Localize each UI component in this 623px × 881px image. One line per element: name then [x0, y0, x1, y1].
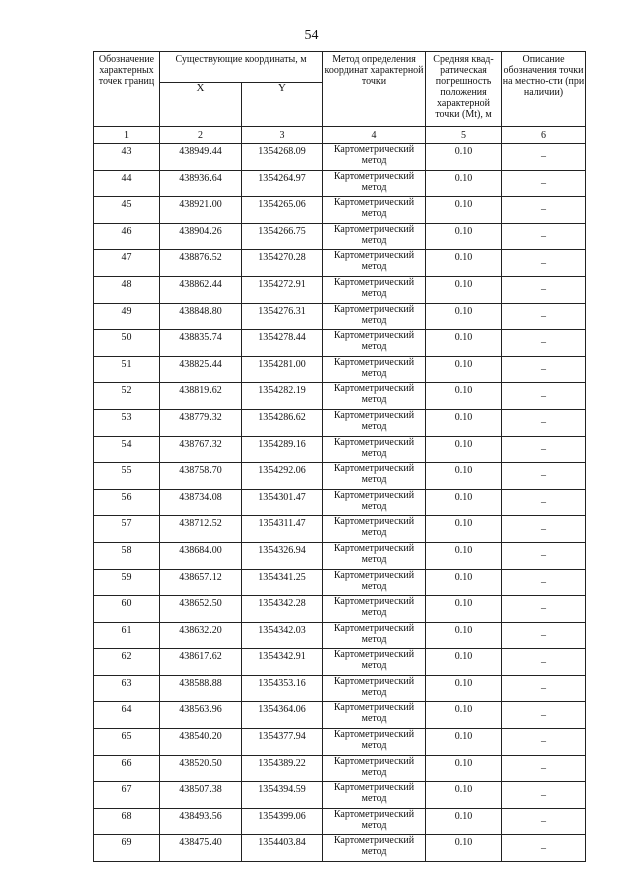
x-coordinate-cell: 438949.44 [160, 144, 242, 171]
table-row [94, 755, 586, 782]
accuracy-cell: 0.10 [426, 436, 502, 463]
y-coordinate-cell: 1354286.62 [242, 409, 323, 436]
accuracy-cell: 0.10 [426, 303, 502, 330]
y-coordinate-cell: 1354399.06 [242, 808, 323, 835]
accuracy-cell: 0.10 [426, 330, 502, 357]
y-coordinate-cell: 1354268.09 [242, 144, 323, 171]
table-row [94, 197, 586, 224]
method-cell: Картометрический метод [323, 197, 426, 224]
boundary-points-table [93, 51, 586, 862]
point-cell: 49 [94, 303, 160, 330]
y-coordinate-cell: 1354342.03 [242, 622, 323, 649]
point-cell: 50 [94, 330, 160, 357]
method-cell: Картометрический метод [323, 649, 426, 676]
description-cell: – [502, 596, 586, 623]
table-row [94, 436, 586, 463]
header-mt: Средняя квад-ратическая погрешность положения характерной точки (Mt), м [426, 52, 502, 127]
method-cell: Картометрический метод [323, 702, 426, 729]
method-cell: Картометрический метод [323, 516, 426, 543]
description-cell: – [502, 489, 586, 516]
x-coordinate-cell: 438712.52 [160, 516, 242, 543]
x-coordinate-cell: 438819.62 [160, 383, 242, 410]
y-coordinate-cell: 1354265.06 [242, 197, 323, 224]
y-coordinate-cell: 1354311.47 [242, 516, 323, 543]
x-coordinate-cell: 438617.62 [160, 649, 242, 676]
y-coordinate-cell: 1354326.94 [242, 542, 323, 569]
method-cell: Картометрический метод [323, 144, 426, 171]
description-cell: – [502, 409, 586, 436]
description-cell: – [502, 649, 586, 676]
point-cell: 45 [94, 197, 160, 224]
table-row [94, 516, 586, 543]
y-coordinate-cell: 1354282.19 [242, 383, 323, 410]
x-coordinate-cell: 438904.26 [160, 223, 242, 250]
table-row [94, 383, 586, 410]
description-cell: – [502, 542, 586, 569]
accuracy-cell: 0.10 [426, 569, 502, 596]
method-cell: Картометрический метод [323, 729, 426, 756]
accuracy-cell: 0.10 [426, 649, 502, 676]
description-cell: – [502, 303, 586, 330]
table-row [94, 463, 586, 490]
y-coordinate-cell: 1354264.97 [242, 170, 323, 197]
x-coordinate-cell: 438921.00 [160, 197, 242, 224]
point-cell: 65 [94, 729, 160, 756]
x-coordinate-cell: 438876.52 [160, 250, 242, 277]
table-row [94, 675, 586, 702]
x-coordinate-cell: 438657.12 [160, 569, 242, 596]
table-row [94, 596, 586, 623]
description-cell: – [502, 383, 586, 410]
table-row [94, 542, 586, 569]
x-coordinate-cell: 438936.64 [160, 170, 242, 197]
method-cell: Картометрический метод [323, 330, 426, 357]
table-row [94, 808, 586, 835]
description-cell: – [502, 755, 586, 782]
header-x: X [160, 83, 242, 127]
point-cell: 64 [94, 702, 160, 729]
x-coordinate-cell: 438520.50 [160, 755, 242, 782]
y-coordinate-cell: 1354281.00 [242, 356, 323, 383]
accuracy-cell: 0.10 [426, 755, 502, 782]
column-number: 4 [323, 127, 426, 144]
accuracy-cell: 0.10 [426, 170, 502, 197]
description-cell: – [502, 516, 586, 543]
x-coordinate-cell: 438632.20 [160, 622, 242, 649]
point-cell: 54 [94, 436, 160, 463]
accuracy-cell: 0.10 [426, 197, 502, 224]
point-cell: 47 [94, 250, 160, 277]
y-coordinate-cell: 1354403.84 [242, 835, 323, 862]
y-coordinate-cell: 1354342.28 [242, 596, 323, 623]
y-coordinate-cell: 1354341.25 [242, 569, 323, 596]
description-cell: – [502, 330, 586, 357]
method-cell: Картометрический метод [323, 622, 426, 649]
table-row [94, 356, 586, 383]
method-cell: Картометрический метод [323, 250, 426, 277]
method-cell: Картометрический метод [323, 436, 426, 463]
x-coordinate-cell: 438758.70 [160, 463, 242, 490]
point-cell: 56 [94, 489, 160, 516]
accuracy-cell: 0.10 [426, 463, 502, 490]
table-row [94, 409, 586, 436]
description-cell: – [502, 675, 586, 702]
description-cell: – [502, 622, 586, 649]
x-coordinate-cell: 438475.40 [160, 835, 242, 862]
y-coordinate-cell: 1354301.47 [242, 489, 323, 516]
point-cell: 66 [94, 755, 160, 782]
y-coordinate-cell: 1354389.22 [242, 755, 323, 782]
accuracy-cell: 0.10 [426, 409, 502, 436]
y-coordinate-cell: 1354276.31 [242, 303, 323, 330]
y-coordinate-cell: 1354278.44 [242, 330, 323, 357]
method-cell: Картометрический метод [323, 170, 426, 197]
description-cell: – [502, 782, 586, 809]
method-cell: Картометрический метод [323, 675, 426, 702]
method-cell: Картометрический метод [323, 276, 426, 303]
header-y: Y [242, 83, 323, 127]
method-cell: Картометрический метод [323, 782, 426, 809]
method-cell: Картометрический метод [323, 489, 426, 516]
y-coordinate-cell: 1354394.59 [242, 782, 323, 809]
table-row [94, 330, 586, 357]
x-coordinate-cell: 438493.56 [160, 808, 242, 835]
description-cell: – [502, 223, 586, 250]
point-cell: 53 [94, 409, 160, 436]
description-cell: – [502, 144, 586, 171]
x-coordinate-cell: 438540.20 [160, 729, 242, 756]
point-cell: 67 [94, 782, 160, 809]
x-coordinate-cell: 438588.88 [160, 675, 242, 702]
table-row [94, 250, 586, 277]
accuracy-cell: 0.10 [426, 144, 502, 171]
accuracy-cell: 0.10 [426, 250, 502, 277]
table-row [94, 223, 586, 250]
y-coordinate-cell: 1354364.06 [242, 702, 323, 729]
point-cell: 52 [94, 383, 160, 410]
accuracy-cell: 0.10 [426, 383, 502, 410]
table-row [94, 144, 586, 171]
table-row [94, 276, 586, 303]
accuracy-cell: 0.10 [426, 835, 502, 862]
header-point: Обозначение характерных точек границ [94, 52, 160, 127]
method-cell: Картометрический метод [323, 383, 426, 410]
accuracy-cell: 0.10 [426, 223, 502, 250]
accuracy-cell: 0.10 [426, 675, 502, 702]
description-cell: – [502, 463, 586, 490]
table-row [94, 170, 586, 197]
description-cell: – [502, 569, 586, 596]
y-coordinate-cell: 1354266.75 [242, 223, 323, 250]
point-cell: 69 [94, 835, 160, 862]
y-coordinate-cell: 1354289.16 [242, 436, 323, 463]
y-coordinate-cell: 1354342.91 [242, 649, 323, 676]
y-coordinate-cell: 1354377.94 [242, 729, 323, 756]
method-cell: Картометрический метод [323, 835, 426, 862]
x-coordinate-cell: 438684.00 [160, 542, 242, 569]
point-cell: 48 [94, 276, 160, 303]
x-coordinate-cell: 438862.44 [160, 276, 242, 303]
column-number: 6 [502, 127, 586, 144]
header-method: Метод определения координат характерной точки [323, 52, 426, 127]
x-coordinate-cell: 438563.96 [160, 702, 242, 729]
x-coordinate-cell: 438652.50 [160, 596, 242, 623]
x-coordinate-cell: 438767.32 [160, 436, 242, 463]
table-row [94, 835, 586, 862]
point-cell: 43 [94, 144, 160, 171]
description-cell: – [502, 729, 586, 756]
accuracy-cell: 0.10 [426, 542, 502, 569]
y-coordinate-cell: 1354292.06 [242, 463, 323, 490]
point-cell: 68 [94, 808, 160, 835]
header-coordinates: Существующие координаты, м [160, 52, 323, 83]
point-cell: 60 [94, 596, 160, 623]
method-cell: Картометрический метод [323, 542, 426, 569]
description-cell: – [502, 436, 586, 463]
point-cell: 62 [94, 649, 160, 676]
method-cell: Картометрический метод [323, 755, 426, 782]
method-cell: Картометрический метод [323, 303, 426, 330]
method-cell: Картометрический метод [323, 409, 426, 436]
description-cell: – [502, 170, 586, 197]
y-coordinate-cell: 1354353.16 [242, 675, 323, 702]
table-row [94, 622, 586, 649]
method-cell: Картометрический метод [323, 356, 426, 383]
accuracy-cell: 0.10 [426, 808, 502, 835]
point-cell: 63 [94, 675, 160, 702]
method-cell: Картометрический метод [323, 569, 426, 596]
column-number: 5 [426, 127, 502, 144]
column-number: 1 [94, 127, 160, 144]
accuracy-cell: 0.10 [426, 622, 502, 649]
point-cell: 55 [94, 463, 160, 490]
method-cell: Картометрический метод [323, 808, 426, 835]
table-row [94, 569, 586, 596]
method-cell: Картометрический метод [323, 223, 426, 250]
table-row [94, 729, 586, 756]
accuracy-cell: 0.10 [426, 729, 502, 756]
x-coordinate-cell: 438825.44 [160, 356, 242, 383]
accuracy-cell: 0.10 [426, 702, 502, 729]
accuracy-cell: 0.10 [426, 516, 502, 543]
x-coordinate-cell: 438507.38 [160, 782, 242, 809]
point-cell: 58 [94, 542, 160, 569]
y-coordinate-cell: 1354272.91 [242, 276, 323, 303]
x-coordinate-cell: 438835.74 [160, 330, 242, 357]
description-cell: – [502, 835, 586, 862]
header-description: Описание обозначения точки на местно-сти (при наличии) [502, 52, 586, 127]
table-row [94, 702, 586, 729]
description-cell: – [502, 197, 586, 224]
accuracy-cell: 0.10 [426, 782, 502, 809]
accuracy-cell: 0.10 [426, 489, 502, 516]
x-coordinate-cell: 438779.32 [160, 409, 242, 436]
x-coordinate-cell: 438848.80 [160, 303, 242, 330]
accuracy-cell: 0.10 [426, 356, 502, 383]
point-cell: 57 [94, 516, 160, 543]
description-cell: – [502, 276, 586, 303]
table-row [94, 489, 586, 516]
point-cell: 61 [94, 622, 160, 649]
table-row [94, 782, 586, 809]
point-cell: 44 [94, 170, 160, 197]
accuracy-cell: 0.10 [426, 276, 502, 303]
description-cell: – [502, 702, 586, 729]
description-cell: – [502, 356, 586, 383]
point-cell: 59 [94, 569, 160, 596]
method-cell: Картометрический метод [323, 596, 426, 623]
point-cell: 46 [94, 223, 160, 250]
point-cell: 51 [94, 356, 160, 383]
page-number: 54 [304, 28, 319, 43]
x-coordinate-cell: 438734.08 [160, 489, 242, 516]
table-row [94, 649, 586, 676]
table-row [94, 303, 586, 330]
method-cell: Картометрический метод [323, 463, 426, 490]
accuracy-cell: 0.10 [426, 596, 502, 623]
column-number: 3 [242, 127, 323, 144]
column-number: 2 [160, 127, 242, 144]
description-cell: – [502, 808, 586, 835]
y-coordinate-cell: 1354270.28 [242, 250, 323, 277]
description-cell: – [502, 250, 586, 277]
